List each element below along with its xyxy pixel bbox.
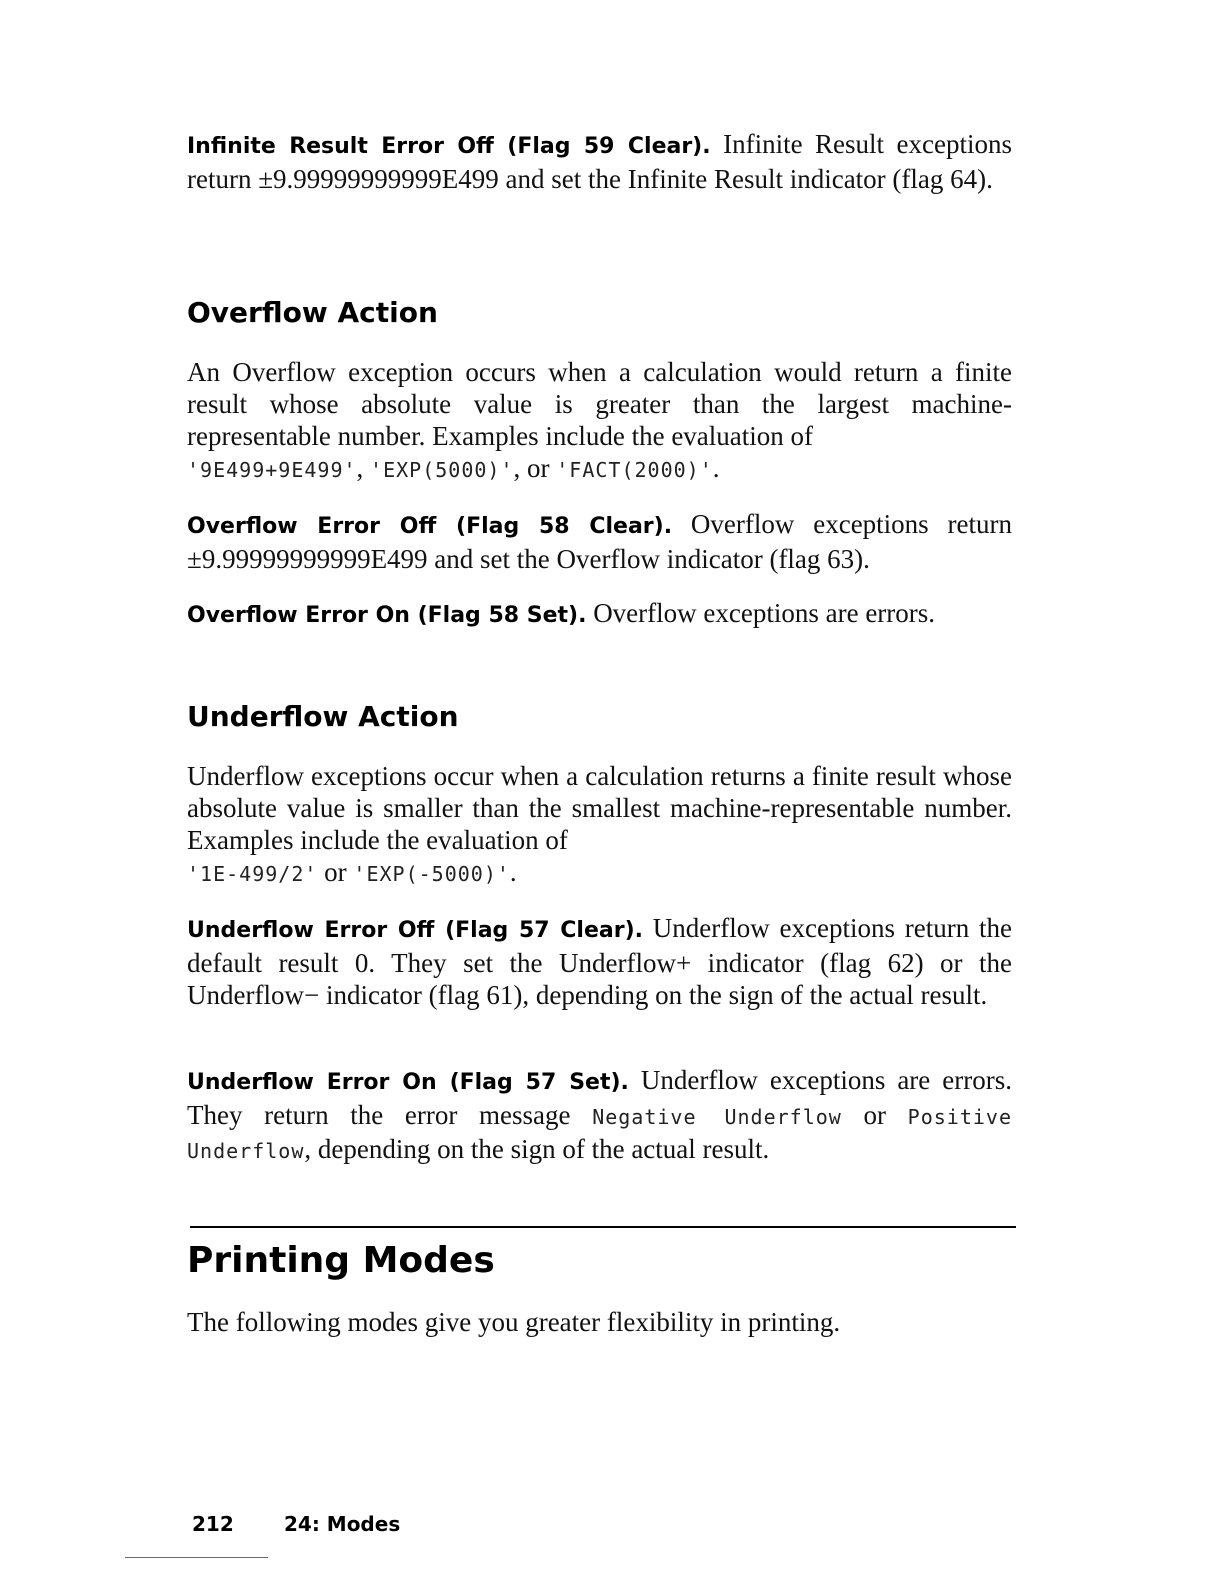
- overflow-intro-paragraph: [187, 356, 1012, 486]
- infinite-result-text: Infinite Result exceptions return ±9.99999999999E499 and set the Infinite Result indicator (flag 64).: [187, 129, 1012, 194]
- chapter-title: 24: Modes: [284, 1512, 401, 1536]
- overflow-on-text: Overflow exceptions are errors.: [586, 598, 936, 628]
- overflow-sep-1: ,: [356, 453, 371, 483]
- overflow-off-paragraph: [187, 508, 1012, 575]
- underflow-action-intro: [187, 760, 1012, 890]
- overflow-sep-2: , or: [513, 453, 557, 483]
- overflow-action-heading-block: [187, 296, 1012, 329]
- page-number: 212: [192, 1512, 234, 1536]
- positive-underflow-message: Positive Underflow: [187, 1105, 1012, 1163]
- overflow-on-paragraph: [187, 597, 1012, 632]
- printing-modes-heading-block: [187, 1240, 1012, 1281]
- infinite-result-paragraph: [187, 128, 1012, 195]
- overflow-intro-text: An Overflow exception occurs when a calculation would return a finite result whose absolute value is greater than the largest machine-representable number. Examples include the evaluation of: [187, 357, 1012, 451]
- infinite-result-lead: Infinite Result Error Off (Flag 59 Clear).: [187, 134, 711, 159]
- printing-modes-intro: [187, 1306, 1012, 1338]
- overflow-off-lead: Overflow Error Off (Flag 58 Clear).: [187, 514, 673, 539]
- overflow-error-on: [187, 597, 1012, 632]
- underflow-on-text-2: or: [841, 1100, 908, 1130]
- printing-modes-heading: Printing Modes: [187, 1240, 495, 1281]
- overflow-action-heading: Overflow Action: [187, 296, 438, 329]
- underflow-on-text-3: , depending on the sign of the actual result.: [304, 1134, 770, 1164]
- underflow-error-off: [187, 912, 1012, 1011]
- underflow-action-heading: Underflow Action: [187, 700, 459, 733]
- overflow-off-text: Overflow exceptions return ±9.99999999999E499 and set the Overflow indicator (flag 63).: [187, 509, 1012, 574]
- underflow-sep-1: or: [317, 857, 354, 887]
- underflow-off-lead: Underflow Error Off (Flag 57 Clear).: [187, 918, 643, 943]
- scan-edge-line: [125, 1557, 268, 1558]
- underflow-on-lead: Underflow Error On (Flag 57 Set).: [187, 1070, 629, 1095]
- overflow-example-3: 'FACT(2000)': [556, 458, 713, 482]
- section-divider: [190, 1226, 1016, 1228]
- underflow-end: .: [509, 857, 517, 887]
- underflow-on-text-1: Underflow exceptions are errors. They return the error message: [187, 1065, 1012, 1130]
- infinite-result-error-off: [187, 128, 1012, 195]
- overflow-example-1: '9E499+9E499': [187, 458, 357, 482]
- overflow-end: .: [712, 453, 720, 483]
- underflow-intro-text: Underflow exceptions occur when a calculation returns a finite result whose absolute value is smaller than the smallest machine-representable number. Examples include the evaluation of: [187, 761, 1012, 855]
- underflow-example-2: 'EXP(-5000)': [353, 862, 510, 886]
- underflow-intro-paragraph: [187, 760, 1012, 890]
- overflow-action-intro: [187, 356, 1012, 486]
- overflow-example-2: 'EXP(5000)': [370, 458, 514, 482]
- overflow-error-off: [187, 508, 1012, 575]
- page-footer: [192, 1512, 400, 1536]
- underflow-off-paragraph: [187, 912, 1012, 1011]
- negative-underflow-message: Negative Underflow: [592, 1105, 842, 1129]
- underflow-on-paragraph: [187, 1064, 1012, 1167]
- underflow-off-text: Underflow exceptions return the default result 0. They set the Underflow+ indicator (flag 62) or the Underflow− indicator (flag 61), depending on the sign of the actual result.: [187, 913, 1012, 1010]
- underflow-action-heading-block: [187, 700, 1012, 733]
- underflow-error-on: [187, 1064, 1012, 1167]
- overflow-on-lead: Overflow Error On (Flag 58 Set).: [187, 603, 587, 628]
- printing-modes-paragraph: The following modes give you greater flexibility in printing.: [187, 1307, 841, 1337]
- underflow-example-1: '1E-499/2': [187, 862, 318, 886]
